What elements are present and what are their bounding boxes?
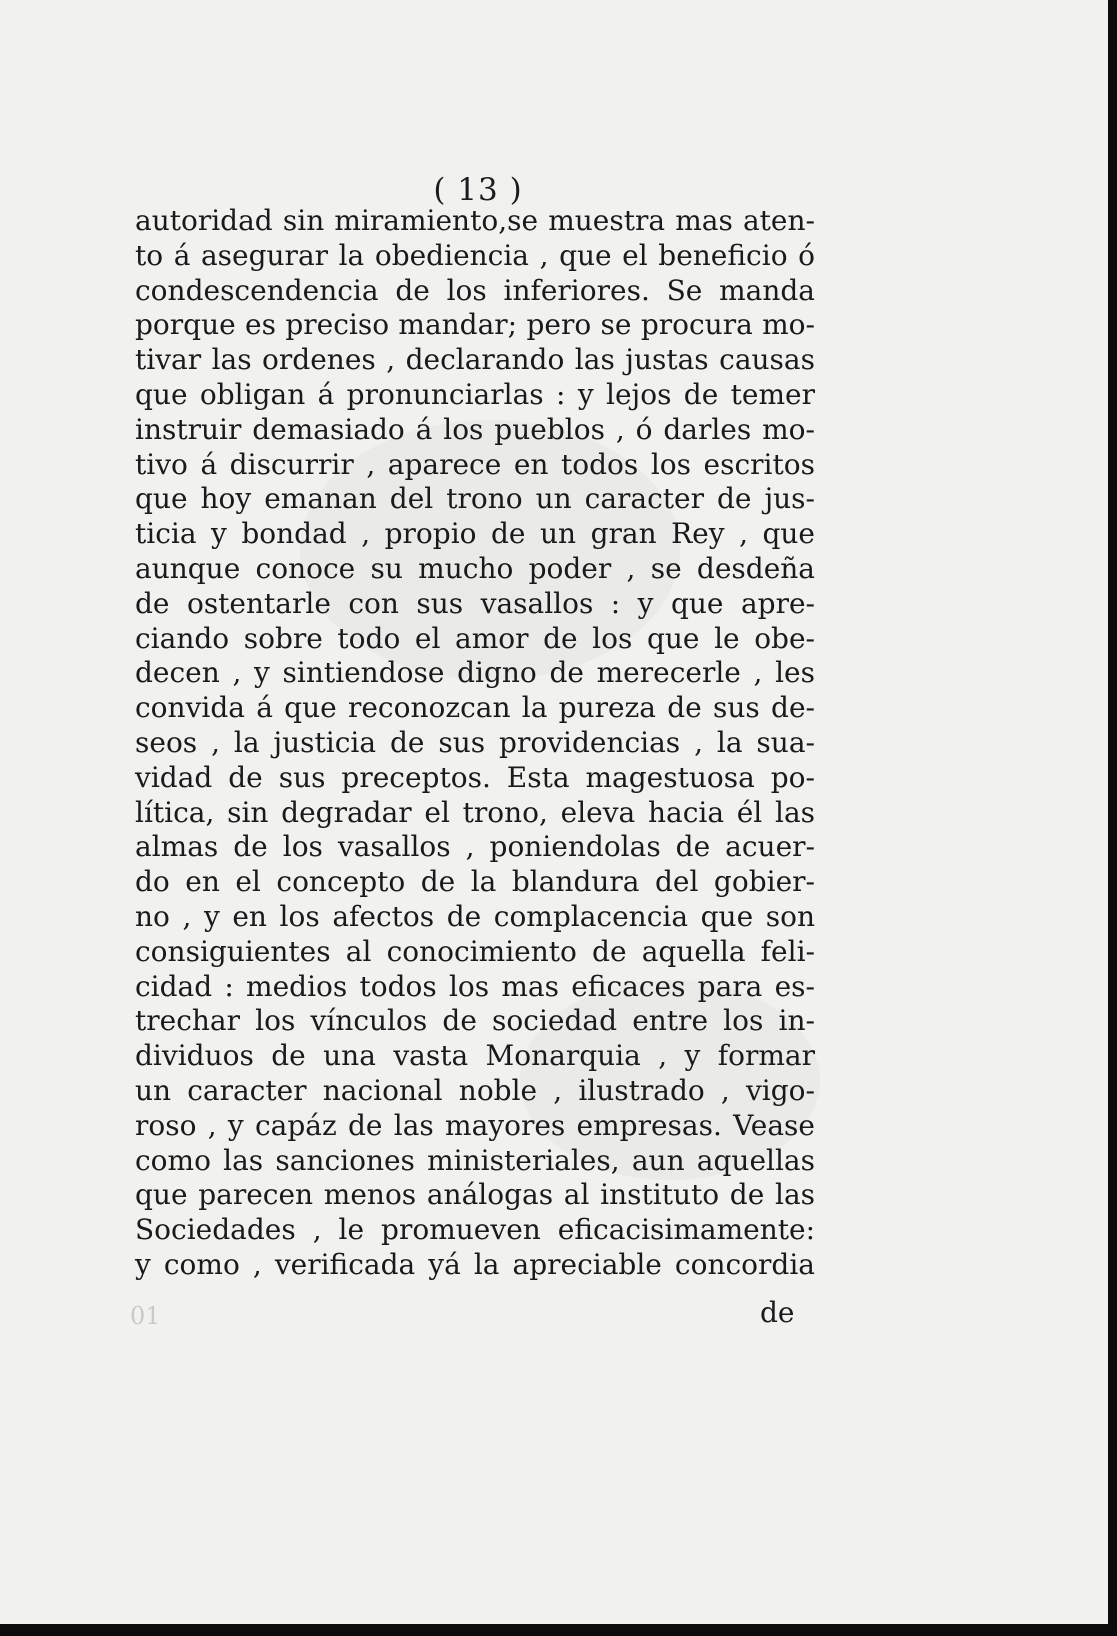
text-line: almas de los vasallos , poniendolas de acuer- <box>135 830 815 864</box>
page-number: ( 13 ) <box>433 172 523 208</box>
catchword: de <box>760 1296 795 1329</box>
text-line: autoridad sin miramiento,se muestra mas aten- <box>135 204 815 237</box>
bleed-through-mark: 01 <box>130 1302 161 1330</box>
text-line: to á asegurar la obediencia , que el beneficio ó <box>135 238 815 272</box>
text-line: ticia y bondad , propio de un gran Rey , que <box>135 517 815 551</box>
text-line: roso , y capáz de las mayores empresas. Vease <box>135 1108 815 1142</box>
text-line: aunque conoce su mucho poder , se desdeña <box>135 551 815 585</box>
text-line: de ostentarle con sus vasallos : y que apre- <box>135 586 815 620</box>
text-line: tivar las ordenes , declarando las justas causas <box>135 343 815 377</box>
text-line: ciando sobre todo el amor de los que le obe- <box>135 621 815 655</box>
text-line: Sociedades , le promueven eficacisimamente: <box>135 1213 815 1247</box>
text-line: dividuos de una vasta Monarquia , y formar <box>135 1039 815 1073</box>
text-line: decen , y sintiendose digno de merecerle , les <box>135 656 815 690</box>
text-line: instruir demasiado á los pueblos , ó darles mo- <box>135 412 815 446</box>
text-line: que obligan á pronunciarlas : y lejos de temer <box>135 377 815 411</box>
text-line: do en el concepto de la blandura del gobier- <box>135 865 815 899</box>
text-line: no , y en los afectos de complacencia que son <box>135 899 815 933</box>
text-line: que parecen menos análogas al instituto de las <box>135 1178 815 1212</box>
text-line: lítica, sin degradar el trono, eleva hacia él las <box>135 795 815 829</box>
text-line: y como , verificada yá la apreciable concordia <box>135 1247 815 1281</box>
body-text <box>135 204 815 1283</box>
text-line: seos , la justicia de sus providencias , la sua- <box>135 725 815 759</box>
text-line: tivo á discurrir , aparece en todos los escritos <box>135 447 815 481</box>
scan-edge-right <box>1108 0 1117 1636</box>
text-line: consiguientes al conocimiento de aquella feli- <box>135 934 815 968</box>
text-line: cidad : medios todos los mas eficaces para es- <box>135 969 815 1003</box>
text-line: que hoy emanan del trono un caracter de jus- <box>135 482 815 516</box>
text-line: trechar los vínculos de sociedad entre los in- <box>135 1004 815 1038</box>
text-line: un caracter nacional noble , ilustrado , vigo- <box>135 1073 815 1107</box>
scan-edge-bottom <box>0 1624 1117 1636</box>
text-line: convida á que reconozcan la pureza de sus de- <box>135 691 815 725</box>
text-line: condescendencia de los inferiores. Se manda <box>135 273 815 307</box>
text-line: vidad de sus preceptos. Esta magestuosa po- <box>135 760 815 794</box>
text-line: porque es preciso mandar; pero se procura mo- <box>135 308 815 342</box>
text-line: como las sanciones ministeriales, aun aquellas <box>135 1143 815 1177</box>
